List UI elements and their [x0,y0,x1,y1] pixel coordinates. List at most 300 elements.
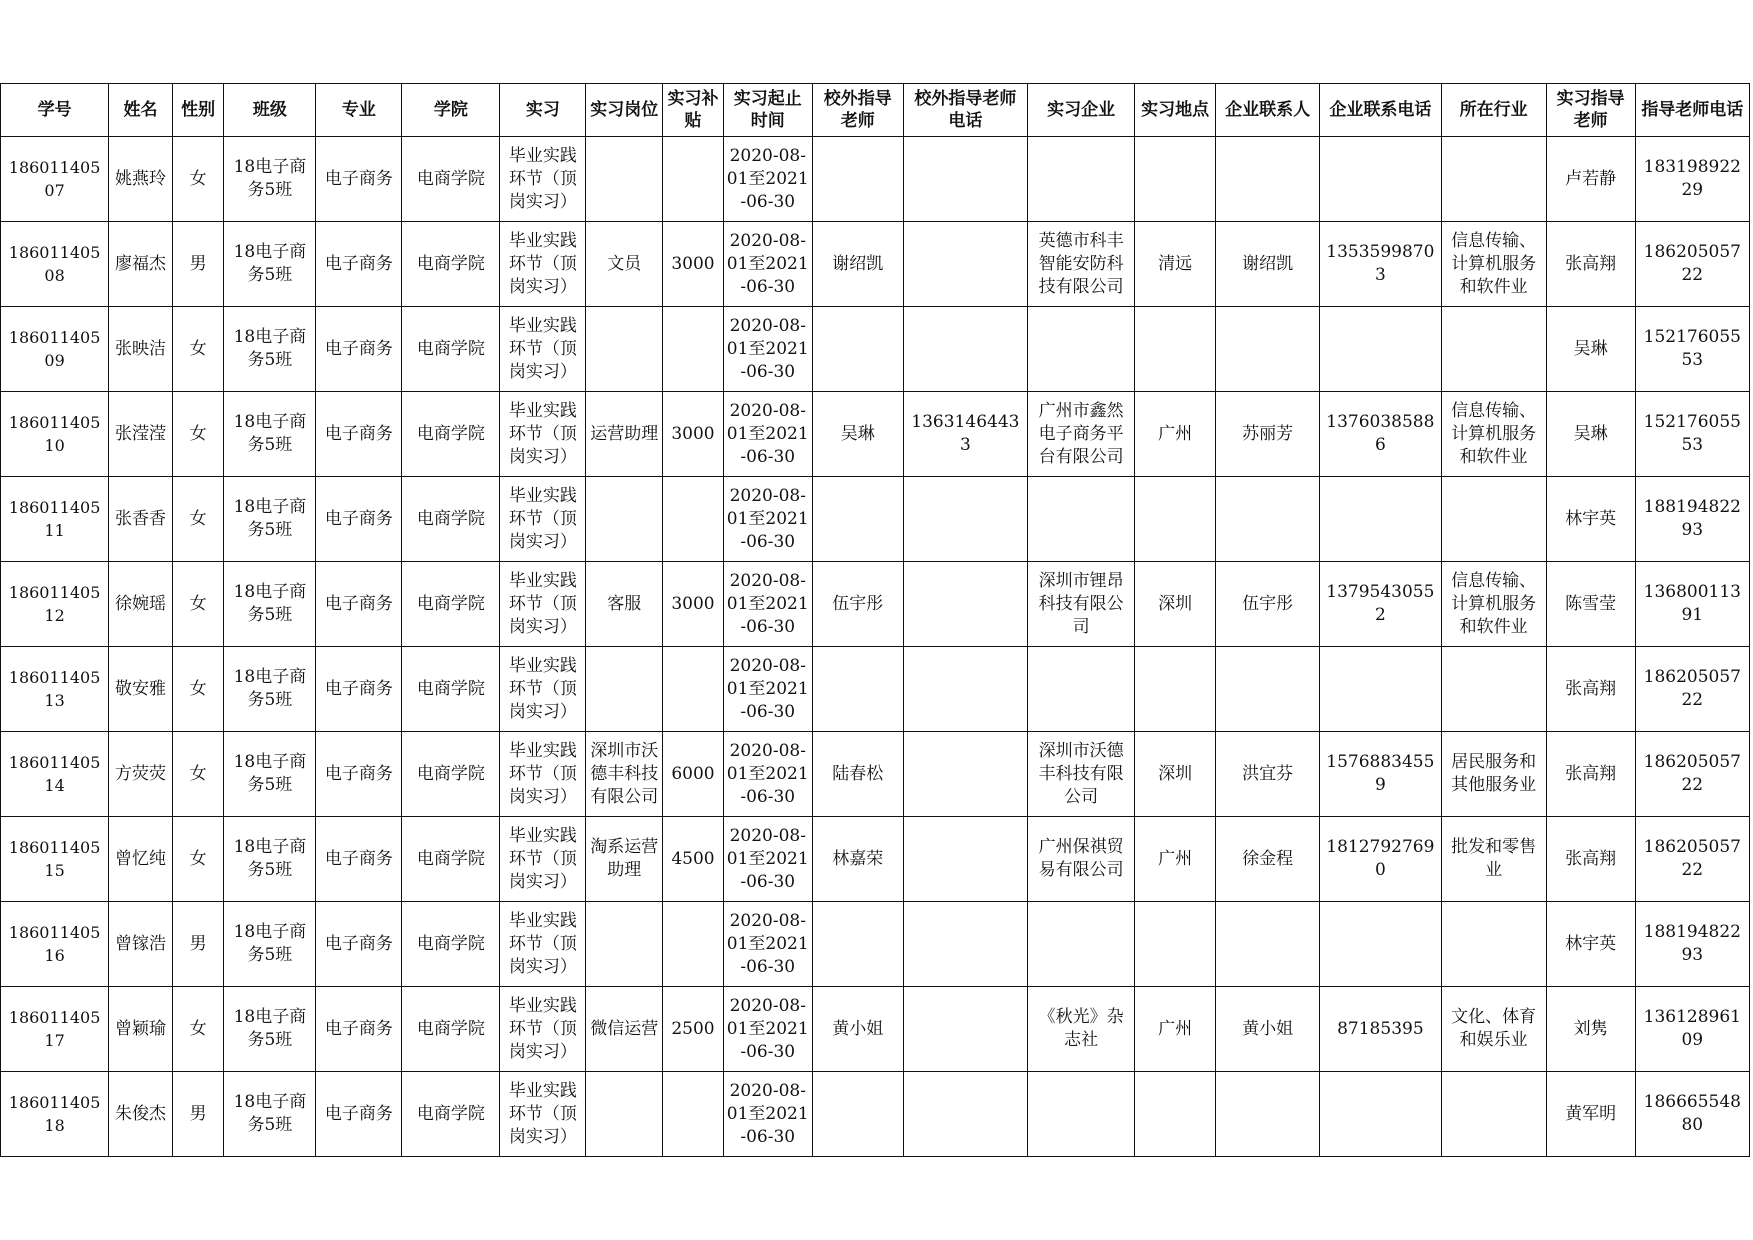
cell-internship-period [723,1072,812,1157]
cell-text: 女 [189,338,207,359]
cell-text: 深圳 [1158,593,1193,614]
cell-text: 18601140513 [8,668,101,710]
cell-industry [1441,1072,1546,1157]
cell-text: 毕业实践环节（顶岗实习） [508,485,577,552]
cell-major [316,137,402,222]
cell-text: 18601140512 [8,583,101,625]
cell-name [109,137,173,222]
cell-text: 18601140517 [8,1008,101,1050]
cell-text: 13535998703 [1326,242,1435,285]
cell-industry [1441,392,1546,477]
cell-text: 18601140511 [8,498,101,540]
cell-text: 2020-08-01至2021-06-30 [726,230,809,297]
cell-text: 毕业实践环节（顶岗实习） [508,995,577,1062]
cell-text: 18620505722 [1643,242,1741,285]
cell-external-supervisor-phone [903,222,1027,307]
cell-internship-period [723,902,812,987]
cell-text: 毕业实践环节（顶岗实习） [508,910,577,977]
cell-text: 电子商务 [324,508,393,529]
cell-internship-period [723,392,812,477]
cell-text: 陈雪莹 [1565,593,1617,614]
cell-text: 电商学院 [416,678,485,699]
cell-internship-position [586,137,663,222]
cell-text: 电子商务 [324,168,393,189]
table-row [1,817,1750,902]
cell-text: 电子商务 [324,678,393,699]
cell-major [316,562,402,647]
cell-advisor-phone [1635,477,1749,562]
cell-student-id [1,1072,109,1157]
cell-text: 清远 [1158,253,1193,274]
cell-text: 电商学院 [416,423,485,444]
cell-text: 曾忆纯 [115,848,167,869]
cell-text: 姚燕玲 [115,168,167,189]
cell-text: 2020-08-01至2021-06-30 [726,485,809,552]
cell-internship-advisor [1546,732,1635,817]
cell-company-contact-phone [1320,902,1441,987]
cell-advisor-phone [1635,732,1749,817]
cell-company-contact [1216,987,1320,1072]
header-company-contact-phone: 企业联系电话 [1320,84,1441,137]
cell-external-supervisor-phone [903,902,1027,987]
cell-gender [172,1072,224,1157]
cell-text: 张香香 [115,508,167,529]
cell-text: 电子商务 [324,338,393,359]
table-row [1,647,1750,732]
cell-major [316,732,402,817]
cell-text: 女 [189,848,207,869]
cell-internship-position [586,732,663,817]
cell-company-contact [1216,222,1320,307]
cell-class [224,562,316,647]
cell-text: 毕业实践环节（顶岗实习） [508,570,577,637]
header-internship-period: 实习起止时间 [723,84,812,137]
header-internship-allowance: 实习补贴 [663,84,724,137]
cell-text: 电商学院 [416,338,485,359]
cell-internship-allowance [663,477,724,562]
cell-text: 18电子商务5班 [233,242,307,285]
cell-text: 18电子商务5班 [233,1092,307,1135]
cell-text: 13680011391 [1643,582,1741,625]
cell-name [109,477,173,562]
cell-external-supervisor-phone [903,647,1027,732]
cell-company-contact [1216,647,1320,732]
cell-internship-location [1135,562,1216,647]
cell-class [224,392,316,477]
cell-text: 信息传输、计算机服务和软件业 [1451,230,1537,297]
cell-internship-position [586,477,663,562]
header-college: 学院 [402,84,500,137]
cell-text: 电商学院 [416,848,485,869]
cell-text: 张高翔 [1565,763,1617,784]
cell-text: 女 [189,593,207,614]
cell-text: 18601140516 [8,923,101,965]
cell-name [109,987,173,1072]
cell-internship-period [723,562,812,647]
cell-text: 电商学院 [416,933,485,954]
cell-internship-position [586,902,663,987]
cell-internship-allowance [663,902,724,987]
cell-major [316,902,402,987]
cell-internship-type [500,477,586,562]
cell-internship-advisor [1546,222,1635,307]
cell-industry [1441,137,1546,222]
cell-text: 18电子商务5班 [233,837,307,880]
cell-text: 深圳市锂昂科技有限公司 [1038,570,1124,637]
header-external-supervisor: 校外指导老师 [812,84,903,137]
cell-text: 广州 [1158,423,1193,444]
cell-student-id [1,137,109,222]
cell-internship-company [1028,987,1135,1072]
header-internship-company: 实习企业 [1028,84,1135,137]
cell-college [402,732,500,817]
cell-text: 电子商务 [324,848,393,869]
cell-text: 批发和零售业 [1451,837,1537,880]
cell-class [224,1072,316,1157]
cell-internship-position [586,307,663,392]
cell-internship-type [500,647,586,732]
cell-internship-type [500,732,586,817]
cell-text: 文化、体育和娱乐业 [1451,1007,1537,1050]
cell-industry [1441,647,1546,732]
cell-name [109,732,173,817]
cell-text: 女 [189,763,207,784]
cell-text: 18电子商务5班 [233,327,307,370]
cell-industry [1441,902,1546,987]
cell-internship-period [723,647,812,732]
header-external-supervisor-phone: 校外指导老师电话 [903,84,1027,137]
cell-text: 男 [189,253,207,274]
cell-college [402,222,500,307]
cell-major [316,477,402,562]
cell-text: 18127927690 [1326,837,1435,880]
cell-internship-allowance [663,647,724,732]
cell-class [224,222,316,307]
cell-internship-type [500,902,586,987]
cell-external-supervisor [812,647,903,732]
cell-name [109,222,173,307]
cell-advisor-phone [1635,817,1749,902]
cell-text: 谢绍凯 [1242,253,1294,274]
cell-internship-location [1135,1072,1216,1157]
cell-text: 13612896109 [1643,1007,1741,1050]
cell-text: 张映洁 [115,338,167,359]
cell-text: 张高翔 [1565,253,1617,274]
cell-text: 18601140509 [8,328,101,370]
cell-text: 18819482293 [1643,922,1741,965]
cell-external-supervisor-phone [903,1072,1027,1157]
cell-external-supervisor [812,137,903,222]
cell-major [316,647,402,732]
cell-text: 电子商务 [324,423,393,444]
cell-text: 电子商务 [324,933,393,954]
cell-text: 电商学院 [416,593,485,614]
cell-external-supervisor [812,902,903,987]
header-class: 班级 [224,84,316,137]
cell-advisor-phone [1635,137,1749,222]
cell-text: 毕业实践环节（顶岗实习） [508,740,577,807]
cell-internship-position [586,562,663,647]
cell-gender [172,987,224,1072]
header-internship-location: 实习地点 [1135,84,1216,137]
cell-internship-advisor [1546,137,1635,222]
cell-advisor-phone [1635,1072,1749,1157]
cell-text: 87185395 [1337,1018,1424,1039]
cell-college [402,902,500,987]
cell-text: 英德市科丰智能安防科技有限公司 [1038,230,1124,297]
header-student-id: 学号 [1,84,109,137]
cell-text: 洪宜芬 [1242,763,1294,784]
cell-internship-allowance [663,137,724,222]
cell-industry [1441,477,1546,562]
header-internship-advisor: 实习指导老师 [1546,84,1635,137]
cell-college [402,137,500,222]
cell-text: 广州 [1158,848,1193,869]
cell-text: 电商学院 [416,1103,485,1124]
cell-gender [172,477,224,562]
cell-company-contact-phone [1320,222,1441,307]
cell-text: 徐婉瑶 [115,593,167,614]
cell-company-contact [1216,1072,1320,1157]
cell-student-id [1,817,109,902]
cell-internship-company [1028,392,1135,477]
cell-name [109,562,173,647]
cell-internship-type [500,307,586,392]
cell-advisor-phone [1635,902,1749,987]
cell-internship-advisor [1546,647,1635,732]
cell-external-supervisor-phone [903,477,1027,562]
cell-text: 广州保祺贸易有限公司 [1038,837,1124,880]
cell-text: 女 [189,508,207,529]
cell-text: 2020-08-01至2021-06-30 [726,145,809,212]
cell-external-supervisor [812,222,903,307]
header-major: 专业 [316,84,402,137]
cell-text: 18电子商务5班 [233,497,307,540]
cell-text: 林嘉荣 [832,848,884,869]
cell-text: 毕业实践环节（顶岗实习） [508,400,577,467]
cell-text: 黄军明 [1565,1103,1617,1124]
cell-company-contact-phone [1320,647,1441,732]
table-row [1,307,1750,392]
table-row [1,477,1750,562]
cell-internship-period [723,137,812,222]
cell-name [109,817,173,902]
cell-internship-position [586,392,663,477]
cell-internship-advisor [1546,817,1635,902]
internship-table [0,83,1750,1157]
cell-internship-period [723,817,812,902]
cell-text: 黄小姐 [1242,1018,1294,1039]
cell-gender [172,647,224,732]
cell-advisor-phone [1635,987,1749,1072]
cell-industry [1441,732,1546,817]
cell-external-supervisor-phone [903,562,1027,647]
cell-internship-allowance [663,307,724,392]
cell-company-contact-phone [1320,307,1441,392]
cell-text: 15217605553 [1643,412,1741,455]
cell-text: 18601140508 [8,243,101,285]
cell-text: 18电子商务5班 [233,412,307,455]
cell-student-id [1,307,109,392]
cell-text: 毕业实践环节（顶岗实习） [508,315,577,382]
cell-major [316,817,402,902]
cell-internship-advisor [1546,1072,1635,1157]
cell-text: 18620505722 [1643,752,1741,795]
cell-text: 18601140518 [8,1093,101,1135]
cell-text: 电商学院 [416,763,485,784]
header-internship-position: 实习岗位 [586,84,663,137]
cell-text: 广州市鑫然电子商务平台有限公司 [1038,400,1124,467]
cell-internship-type [500,392,586,477]
cell-student-id [1,987,109,1072]
cell-text: 2020-08-01至2021-06-30 [726,1080,809,1147]
cell-text: 2020-08-01至2021-06-30 [726,655,809,722]
cell-text: 运营助理 [590,423,659,444]
cell-external-supervisor [812,477,903,562]
cell-text: 15768834559 [1326,752,1435,795]
header-internship-type: 实习 [500,84,586,137]
cell-text: 13795430552 [1326,582,1435,625]
cell-text: 方荧荧 [115,763,167,784]
cell-class [224,817,316,902]
cell-text: 18319892229 [1643,157,1741,200]
cell-gender [172,732,224,817]
cell-text: 18电子商务5班 [233,752,307,795]
cell-class [224,477,316,562]
cell-text: 18电子商务5班 [233,582,307,625]
cell-student-id [1,392,109,477]
cell-internship-company [1028,647,1135,732]
cell-internship-company [1028,1072,1135,1157]
cell-internship-type [500,562,586,647]
cell-student-id [1,902,109,987]
cell-external-supervisor [812,987,903,1072]
cell-major [316,392,402,477]
cell-text: 电商学院 [416,253,485,274]
cell-text: 谢绍凯 [832,253,884,274]
cell-company-contact [1216,562,1320,647]
cell-internship-type [500,817,586,902]
cell-name [109,902,173,987]
cell-internship-allowance [663,562,724,647]
cell-internship-period [723,222,812,307]
cell-text: 18电子商务5班 [233,1007,307,1050]
cell-internship-allowance [663,1072,724,1157]
cell-internship-position [586,222,663,307]
cell-text: 13631464433 [911,412,1020,455]
cell-text: 林宇英 [1565,933,1617,954]
cell-company-contact [1216,902,1320,987]
cell-text: 信息传输、计算机服务和软件业 [1451,400,1537,467]
cell-external-supervisor-phone [903,732,1027,817]
cell-internship-allowance [663,222,724,307]
cell-advisor-phone [1635,222,1749,307]
cell-class [224,902,316,987]
header-company-contact: 企业联系人 [1216,84,1320,137]
cell-gender [172,222,224,307]
cell-internship-type [500,987,586,1072]
cell-internship-period [723,477,812,562]
table-row [1,1072,1750,1157]
cell-text: 18601140510 [8,413,101,455]
cell-college [402,477,500,562]
cell-company-contact-phone [1320,1072,1441,1157]
header-advisor-phone: 指导老师电话 [1635,84,1749,137]
cell-text: 18601140514 [8,753,101,795]
cell-company-contact-phone [1320,392,1441,477]
cell-text: 徐金程 [1242,848,1294,869]
cell-gender [172,307,224,392]
cell-external-supervisor-phone [903,987,1027,1072]
cell-industry [1441,817,1546,902]
cell-company-contact [1216,477,1320,562]
header-industry: 所在行业 [1441,84,1546,137]
cell-text: 信息传输、计算机服务和软件业 [1451,570,1537,637]
cell-text: 18601140515 [8,838,101,880]
cell-industry [1441,222,1546,307]
cell-internship-advisor [1546,562,1635,647]
cell-text: 18电子商务5班 [233,667,307,710]
cell-company-contact-phone [1320,732,1441,817]
cell-gender [172,392,224,477]
cell-internship-type [500,1072,586,1157]
cell-name [109,307,173,392]
cell-internship-location [1135,902,1216,987]
table-row [1,222,1750,307]
cell-text: 13760385886 [1326,412,1435,455]
table-row [1,562,1750,647]
cell-text: 15217605553 [1643,327,1741,370]
cell-text: 电子商务 [324,1018,393,1039]
cell-college [402,562,500,647]
cell-internship-company [1028,562,1135,647]
cell-internship-location [1135,817,1216,902]
header-name: 姓名 [109,84,173,137]
cell-text: 卢若静 [1565,168,1617,189]
cell-text: 张高翔 [1565,678,1617,699]
cell-internship-position [586,987,663,1072]
cell-industry [1441,307,1546,392]
cell-company-contact-phone [1320,987,1441,1072]
cell-college [402,1072,500,1157]
cell-text: 18819482293 [1643,497,1741,540]
cell-external-supervisor [812,817,903,902]
cell-external-supervisor-phone [903,817,1027,902]
cell-internship-company [1028,307,1135,392]
cell-text: 电商学院 [416,168,485,189]
cell-text: 伍宇彤 [832,593,884,614]
cell-internship-company [1028,477,1135,562]
table-header [1,84,1750,137]
cell-external-supervisor [812,392,903,477]
cell-internship-allowance [663,392,724,477]
table-body [1,137,1750,1157]
cell-internship-advisor [1546,987,1635,1072]
cell-internship-period [723,732,812,817]
cell-company-contact-phone [1320,562,1441,647]
cell-text: 2020-08-01至2021-06-30 [726,740,809,807]
cell-text: 18666554880 [1643,1092,1741,1135]
cell-major [316,1072,402,1157]
cell-text: 男 [189,1103,207,1124]
cell-text: 文员 [607,253,642,274]
cell-text: 6000 [671,763,715,784]
cell-internship-company [1028,222,1135,307]
cell-internship-allowance [663,732,724,817]
cell-student-id [1,222,109,307]
cell-text: 曾镓浩 [115,933,167,954]
cell-text: 居民服务和其他服务业 [1451,752,1537,795]
